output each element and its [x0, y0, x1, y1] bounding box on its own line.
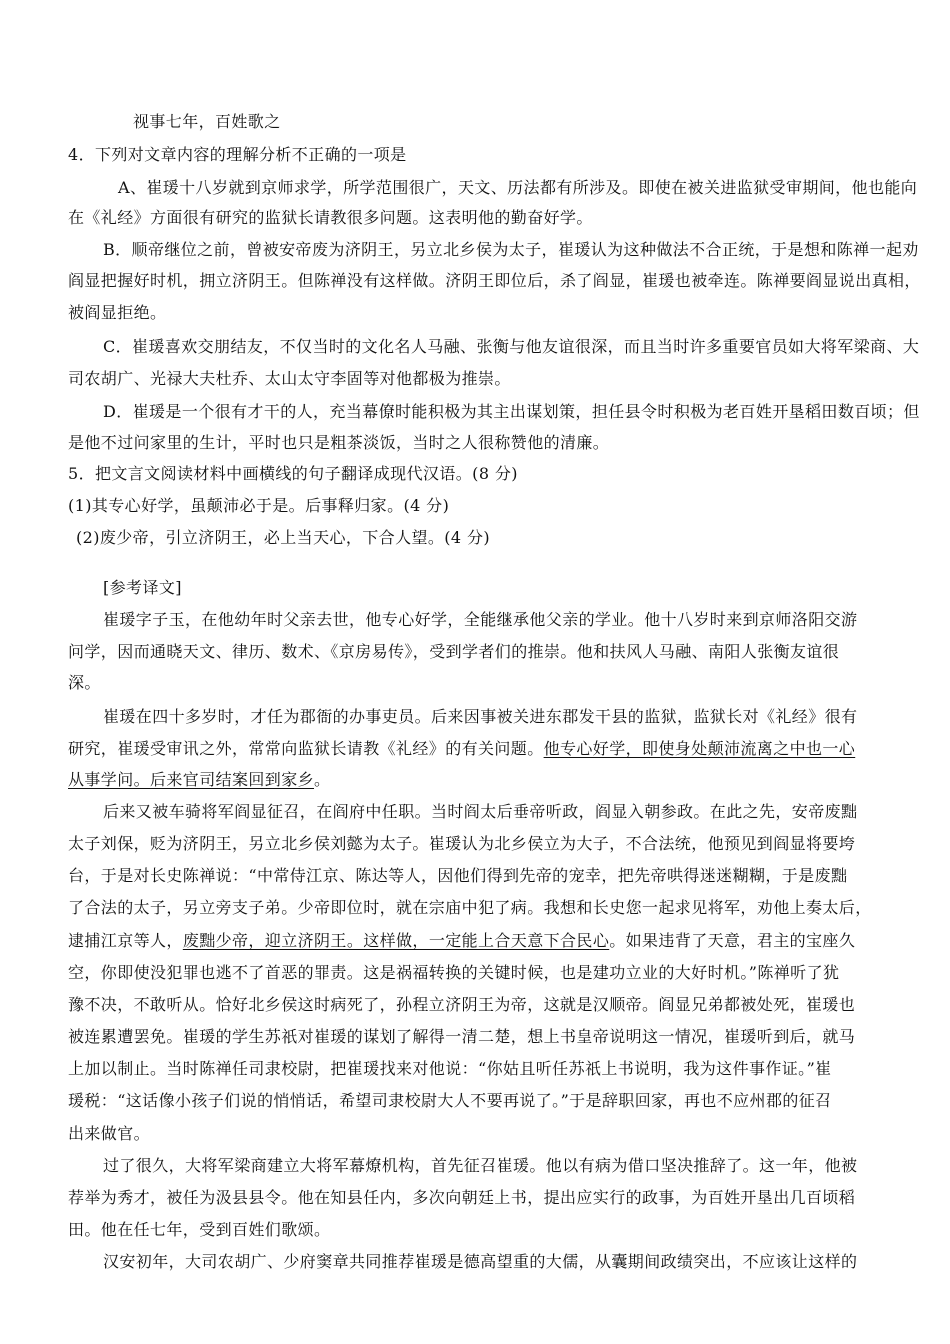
translation-line: 汉安初年，大司农胡广、少府窦章共同推荐崔瑗是德高望重的大儒，从囊期间政绩突出，不应该让这样的 [103, 1252, 858, 1271]
question-5-title: 5．把文言文阅读材料中画横线的句子翻译成现代汉语。(8 分) [68, 464, 518, 483]
question-5-item-1: (1)其专心好学，虽颠沛必于是。后事释归家。(4 分) [68, 496, 450, 515]
option-a-line-2: 在《礼经》方面很有研究的监狱长请教很多问题。这表明他的勤奋好学。 [68, 208, 593, 227]
translation-line: 豫不决，不敢听从。恰好北乡侯这时病死了，孙程立济阴王为帝，这就是汉顺帝。阎显兄弟都被处死，崔瑗也 [68, 995, 856, 1014]
translation-line: 荐举为秀才，被任为汲县县令。他在知县任内，多次向朝廷上书，提出应实行的政事，为百姓开垦出几百顷稻 [68, 1188, 856, 1207]
translation-line [68, 739, 855, 759]
translation-line: 崔瑗在四十多岁时，才任为郡衙的办事吏员。后来因事被关进东郡发干县的监狱，监狱长对《礼经》很有 [103, 707, 858, 726]
plain-text: 逮捕江京等人， [68, 931, 183, 950]
translation-line: 瑗税：“这话像小孩子们说的悄悄话，希望司隶校尉大人不要再说了。”于是辞职回家，再也不应州郡的征召 [68, 1091, 832, 1110]
translation-line: 田。他在任七年，受到百姓们歌颂。 [68, 1220, 331, 1239]
option-b-line-1: B．顺帝继位之前，曾被安帝废为济阴王，另立北乡侯为太子，崔瑗认为这种做法不合正统，于是想和陈禅一起劝 [103, 240, 919, 259]
translation-line: 了合法的太子，另立旁支子弟。少帝即位时，就在宗庙中犯了病。我想和长史您一起求见将军，劝他上奏太后， [68, 898, 872, 917]
translation-line [68, 770, 330, 790]
underlined-sentence: 废黜少帝，迎立济阴王。这样做，一定能上合天意下合民心 [182, 931, 610, 950]
option-c-line-1: C．崔瑗喜欢交朋结友，不仅当时的文化名人马融、张衡与他友谊很深，而且当时许多重要官员如大将军梁商、大 [103, 337, 920, 356]
option-d-line-1: D．崔瑗是一个很有才干的人，充当幕僚时能积极为其主出谋划策，担任县令时积极为老百姓开垦稻田数百顷；但 [103, 402, 920, 421]
text-line: 视事七年，百姓歌之 [133, 112, 281, 131]
translation-line: 空，你即使没犯罪也逃不了首恶的罪责。这是祸福转换的关键时候，也是建功立业的大好时机。”陈禅听了犹 [68, 963, 840, 982]
translation-line: 上加以制止。当时陈禅任司隶校尉，把崔瑗找来对他说：“你姑且听任苏祇上书说明，我为这件事作证。”崔 [68, 1059, 832, 1078]
reference-translation-heading: [参考译文] [103, 578, 182, 597]
option-c-line-2: 司农胡广、光禄大夫杜乔、太山太守李固等对他都极为推崇。 [68, 369, 511, 388]
translation-line: 台，于是对长史陈禅说：“中常侍江京、陈达等人，因他们得到先帝的宠幸，把先帝哄得迷迷糊糊，于是废黜 [68, 866, 848, 885]
plain-text: 。 [314, 770, 331, 789]
option-b-line-2: 阎显把握好时机，拥立济阴王。但陈禅没有这样做。济阴王即位后，杀了阎显，崔瑗也被牵连。陈禅要阎显说出真相， [68, 271, 921, 290]
translation-line: 深。 [68, 673, 101, 692]
translation-line: 被连累遭罢免。崔瑗的学生苏祇对崔瑗的谋划了解得一清二楚，想上书皇帝说明这一情况，崔瑗听到后，就马 [68, 1027, 856, 1046]
option-a-line-1: A、崔瑗十八岁就到京师求学，所学范围很广，天文、历法都有所涉及。即使在被关进监狱受审期间，他也能向 [118, 178, 918, 197]
translation-line: 出来做官。 [68, 1124, 151, 1143]
underlined-sentence: 他专心好学，即使身处颠沛流离之中也一心 [543, 739, 856, 758]
plain-text: 。如果违背了天意，君主的宝座久 [609, 931, 856, 950]
translation-line: 问学，因而通晓天文、律历、数术、《京房易传》，受到学者们的推崇。他和扶风人马融、南阳人张衡友谊很 [68, 642, 840, 661]
translation-line: 过了很久，大将军梁商建立大将军幕燎机构，首先征召崔瑗。他以有病为借口坚决推辞了。这一年，他被 [103, 1156, 858, 1175]
underlined-sentence: 从事学问。后来官司结案回到家乡 [68, 770, 315, 789]
translation-line [68, 931, 855, 951]
question-5-item-2: (2)废少帝，引立济阴王，必上当天心，下合人望。(4 分) [76, 528, 491, 547]
translation-line: 后来又被车骑将军阎显征召，在阎府中任职。当时阎太后垂帝听政，阎显入朝参政。在此之先，安帝废黜 [103, 802, 858, 821]
translation-line: 太子刘保，贬为济阴王，另立北乡侯刘懿为太子。崔瑗认为北乡侯立为大子，不合法统，他预见到阎显将要垮 [68, 834, 856, 853]
plain-text: 研究，崔瑗受审讯之外，常常向监狱长请教《礼经》的有关问题。 [68, 739, 544, 758]
translation-line: 崔瑗字子玉，在他幼年时父亲去世，他专心好学，全能继承他父亲的学业。他十八岁时来到京师洛阳交游 [103, 610, 858, 629]
option-d-line-2: 是他不过问家里的生计，平时也只是粗茶淡饭，当时之人很称赞他的清廉。 [68, 433, 610, 452]
option-b-line-3: 被阎显拒绝。 [68, 303, 167, 322]
question-4-title: 4．下列对文章内容的理解分析不正确的一项是 [68, 145, 407, 164]
